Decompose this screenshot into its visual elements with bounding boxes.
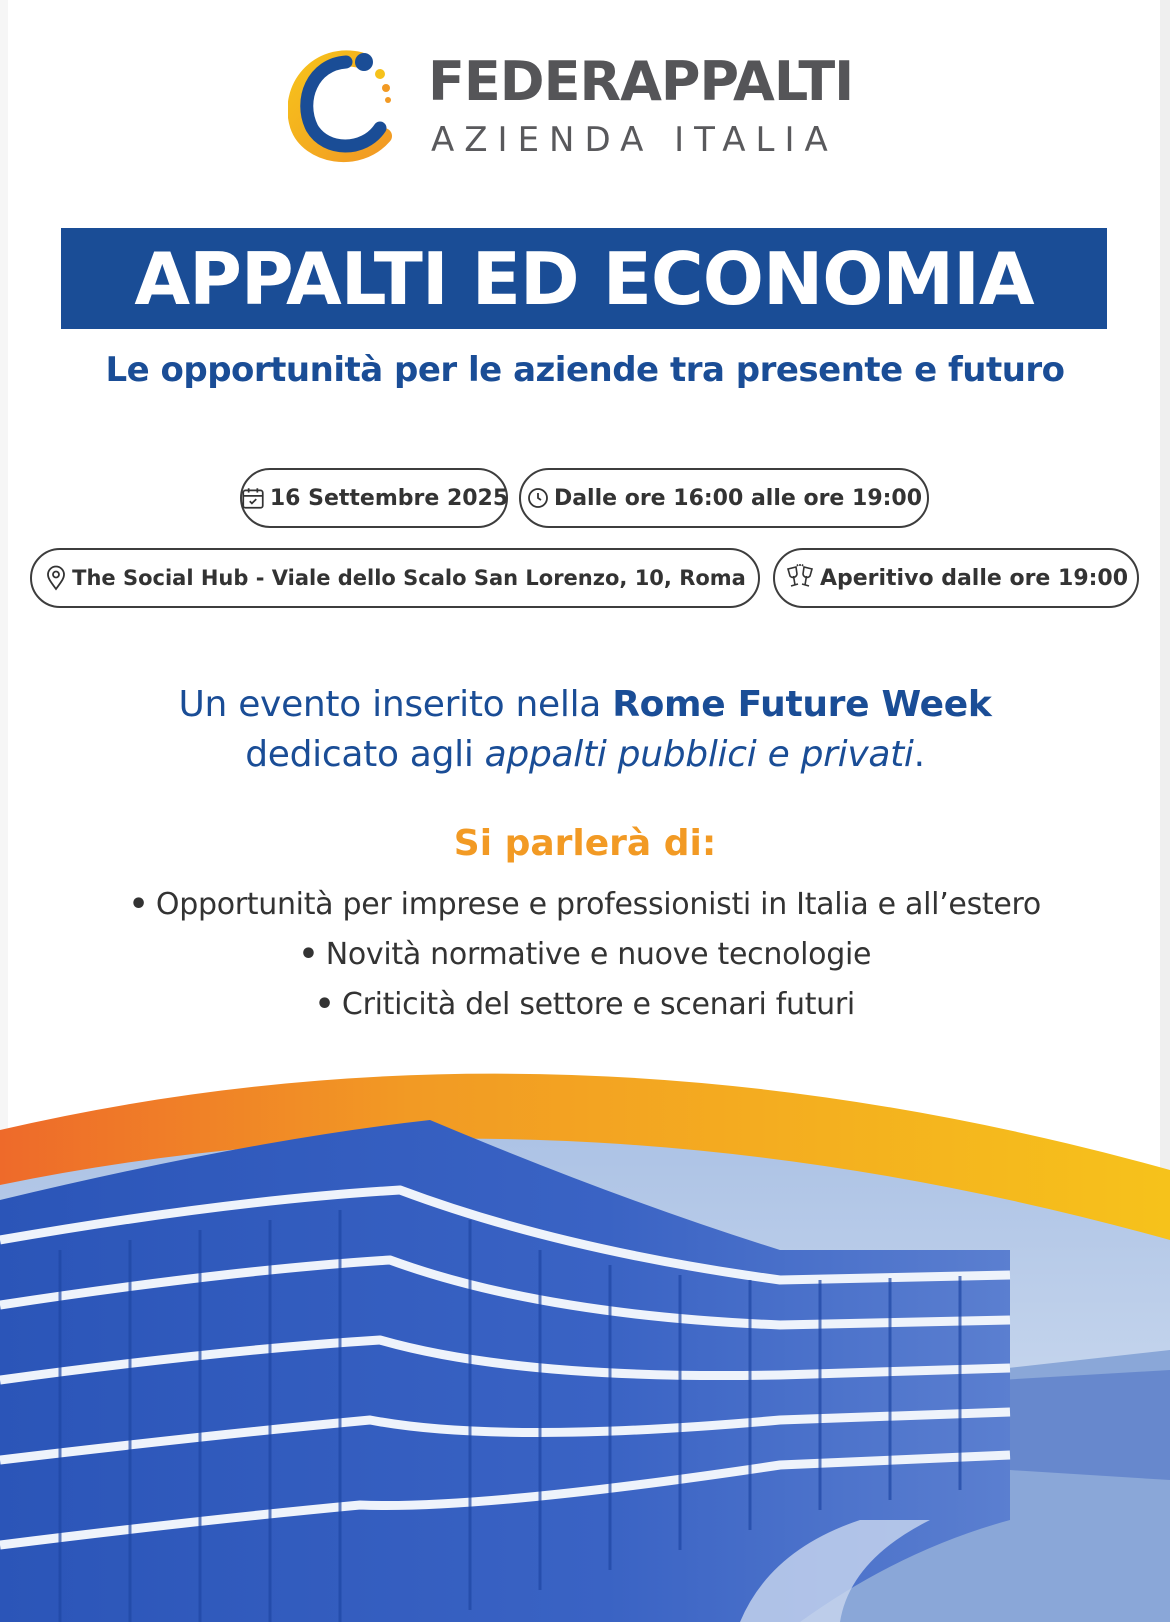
logo-swirl-icon [288, 48, 403, 163]
event-title: APPALTI ED ECONOMIA [134, 236, 1034, 321]
list-item: • Opportunità per imprese e professionisti in Italia e all’estero [129, 887, 1041, 922]
description-line-2 [0, 730, 1170, 780]
rome-future-week-label: Rome Future Week [612, 684, 992, 725]
logo-tagline: AZIENDA ITALIA [431, 120, 838, 160]
cheers-glasses-icon [784, 563, 816, 593]
time-text: Dalle ore 16:00 alle ore 19:00 [553, 485, 923, 511]
description-line-1 [0, 680, 1170, 730]
location-text: The Social Hub - Viale dello Scalo San Lorenzo, 10, Roma [72, 566, 746, 590]
description-prefix: Un evento inserito nella [178, 684, 613, 725]
appalti-label: appalti pubblici e privati [484, 734, 914, 775]
topic-text: Opportunità per imprese e professionisti in Italia e all’estero [155, 887, 1041, 922]
location-pin-icon [44, 565, 68, 591]
building-photo [0, 1050, 1170, 1622]
list-item: • Novità normative e nuove tecnologie [298, 937, 872, 972]
title-banner [61, 228, 1107, 329]
date-text: 16 Settembre 2025 [269, 485, 509, 511]
calendar-icon [240, 485, 266, 511]
description-suffix: . [913, 734, 925, 775]
event-subtitle: Le opportunità per le aziende tra presente e futuro [105, 350, 1065, 390]
aperitivo-pill [773, 548, 1139, 608]
location-pill [30, 548, 760, 608]
date-pill [240, 468, 508, 528]
description-prefix-2: dedicato agli [245, 734, 485, 775]
clock-icon [526, 486, 550, 510]
aperitivo-text: Aperitivo dalle ore 19:00 [819, 565, 1129, 591]
time-pill [519, 468, 929, 528]
topic-text: Criticità del settore e scenari futuri [341, 987, 855, 1022]
federappalti-logo [288, 48, 888, 163]
event-description [0, 680, 1170, 780]
topics-heading: Si parlerà di: [453, 823, 717, 864]
topics-list [0, 880, 1170, 1030]
topic-text: Novità normative e nuove tecnologie [325, 937, 872, 972]
list-item: • Criticità del settore e scenari futuri [315, 987, 855, 1022]
logo-name: FEDERAPPALTI [428, 50, 854, 113]
